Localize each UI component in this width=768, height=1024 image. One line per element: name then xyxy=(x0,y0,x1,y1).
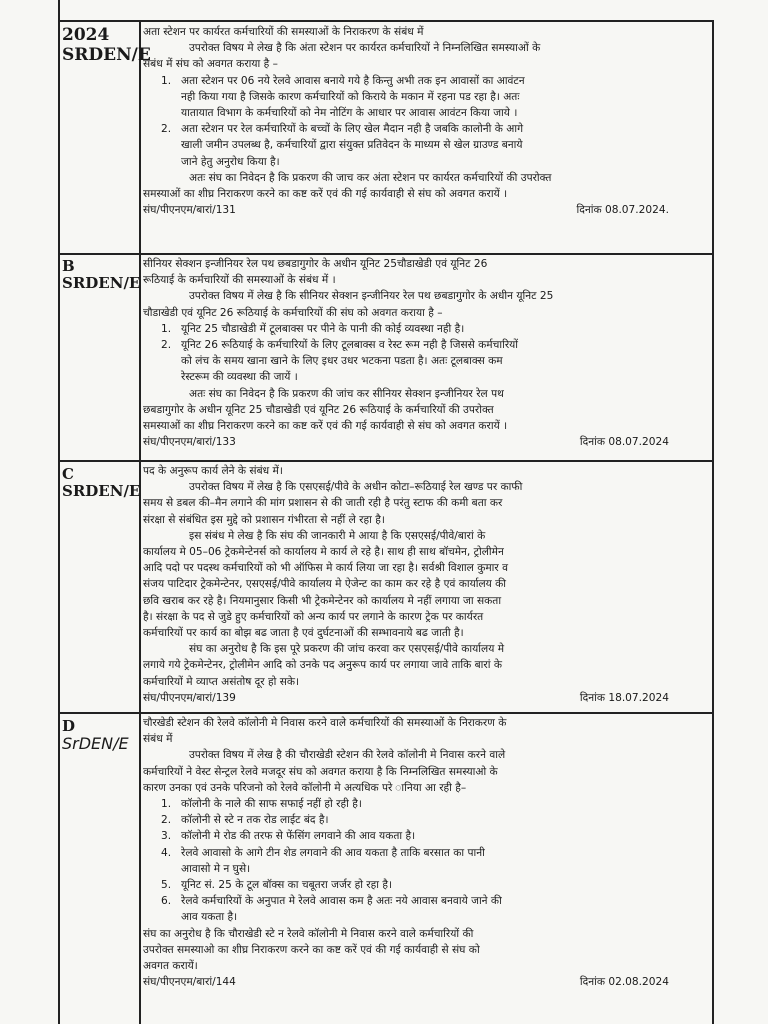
reference-line xyxy=(143,690,709,706)
line-text: संबंध में xyxy=(143,733,173,746)
list-number: 2. xyxy=(161,123,172,136)
paragraph-line xyxy=(143,657,709,673)
section-label xyxy=(62,466,140,501)
list-number: 3. xyxy=(161,830,172,843)
line-text: उपरोक्त विषय मे लेख है कि अंता स्टेशन पर कार्यरत कर्मचारियों ने निम्नलिखित समस्याओं के xyxy=(189,42,541,55)
list-item xyxy=(143,796,709,812)
section-label xyxy=(62,258,140,293)
line-text: उपरोक्त समस्याओ का शीघ्र निराकरण करने का कष्ट करें एवं की गई कार्यवाही से संघ को xyxy=(143,943,480,956)
column-divider xyxy=(139,20,141,1024)
line-text: उपरोक्त विषय में लेख है कि एसएसई/पीवे के अधीन कोटा–रूठियाई रेल खण्ड पर काफी xyxy=(189,481,523,494)
section-body xyxy=(143,24,709,218)
line-text: रेलवे आवासो के आगे टीन शेड लगवाने की आव यकता है ताकि बरसात का पानी xyxy=(181,846,485,859)
line-text: रेस्टरूम की व्यवस्था की जायें । xyxy=(181,371,298,384)
paragraph-line xyxy=(143,40,709,56)
paragraph-line xyxy=(143,780,709,796)
paragraph-line xyxy=(143,926,709,942)
paragraph-line xyxy=(143,747,709,763)
top-border xyxy=(58,20,713,22)
reference-line xyxy=(143,434,709,450)
reference-number: संघ/पीएनएम/बारां/139 xyxy=(143,691,236,704)
reference-line xyxy=(143,202,709,218)
list-item xyxy=(143,845,709,861)
list-item xyxy=(143,812,709,828)
paragraph-line xyxy=(143,674,709,690)
section-body xyxy=(143,463,709,706)
line-text: कॉलोनी से स्टे न तक रोड लाईट बंद है। xyxy=(181,814,329,827)
row-divider-c xyxy=(58,460,713,462)
paragraph-line xyxy=(143,288,709,304)
line-text: छबडागुगोर के अधीन यूनिट 25 चौडाखेडी एवं यूनिट 26 रूठियाई के कर्मचारियों की उपरोक्त xyxy=(143,403,494,416)
line-text: जाने हेतु अनुरोध किया है। xyxy=(181,155,280,168)
list-number: 2. xyxy=(161,814,172,827)
line-text: संरक्षा से संबंधित इस मुद्दे को प्रशासन गंभीरता से नहीं ले रहा है। xyxy=(143,513,385,526)
line-text: कॉलोनी मे रोड की तरफ से फेंसिंग लगवाने की आव यकता है। xyxy=(181,830,416,843)
list-item-continuation xyxy=(143,909,709,925)
line-text: यातायात विभाग के कर्मचारियों को नेम नोटिंग के आधार पर आवास आवंटन किया जाये । xyxy=(181,107,518,120)
section-body xyxy=(143,256,709,450)
paragraph-line xyxy=(143,170,709,186)
paragraph-line xyxy=(143,625,709,641)
paragraph-line xyxy=(143,942,709,958)
paragraph-line xyxy=(143,512,709,528)
reference-date: दिनांक 08.07.2024 xyxy=(579,436,669,449)
list-number: 1. xyxy=(161,322,172,335)
line-text: समस्याओं का शीघ्र निराकरण करने का कष्ट करें एवं की गई कार्यवाही से संघ को अवगत करायें । xyxy=(143,420,508,433)
line-text: रूठियाई के कर्मचारियों की समस्याओं के संबंध में । xyxy=(143,274,336,287)
paragraph-line xyxy=(143,479,709,495)
paragraph-line xyxy=(143,463,709,479)
section-label xyxy=(62,26,151,65)
line-text: उपरोक्त विषय में लेख है की चौराखेडी स्टेशन की रेलवे कॉलोनी मे निवास करने वाले xyxy=(189,749,506,762)
reference-date: दिनांक 08.07.2024. xyxy=(576,204,669,217)
reference-line xyxy=(143,974,709,990)
section-dept: SRDEN/E xyxy=(62,44,151,65)
line-text: यूनिट सं. 25 के टूल बॉक्स का चबूतरा जर्जर हो रहा है। xyxy=(181,879,393,892)
reference-number: संघ/पीएनएम/बारां/133 xyxy=(143,436,236,449)
list-item-continuation xyxy=(143,369,709,385)
line-text: कॉलोनी के नाले की साफ सफाई नहीं हो रही है। xyxy=(181,798,362,811)
list-item-continuation xyxy=(143,105,709,121)
line-text: समस्याओं का शीघ्र निराकरण करने का कष्ट करें एवं की गई कार्यवाही से संघ को अवगत करायें । xyxy=(143,188,508,201)
list-item-continuation xyxy=(143,353,709,369)
right-border xyxy=(712,20,714,1024)
list-item-continuation xyxy=(143,861,709,877)
paragraph-line xyxy=(143,305,709,321)
list-item xyxy=(143,828,709,844)
list-number: 1. xyxy=(161,74,172,87)
list-item xyxy=(143,321,709,337)
paragraph-line xyxy=(143,609,709,625)
paragraph-line xyxy=(143,715,709,731)
paragraph-line xyxy=(143,764,709,780)
list-item-continuation xyxy=(143,154,709,170)
line-text: रेलवे कर्मचारियों के अनुपात मे रेलवे आवास कम है अतः नये आवास बनवाये जाने की xyxy=(181,895,502,908)
line-text: कर्मचारियों पर कार्य का बोझ बढ जाता है एवं दुर्घटनाओं की सम्भावनाये बढ जाती है। xyxy=(143,627,464,640)
line-text: संजय पाटिदार ट्रेकमेन्टेनर, एसएसई/पीवे कार्यालय मे ऐजेन्ट का काम कर रहे है एवं कार्यालय की xyxy=(143,578,507,591)
line-text: यूनिट 25 चौडाखेडी में टूलबाक्स पर पीने के पानी की कोई व्यवस्था नही है। xyxy=(181,322,465,335)
left-column-border xyxy=(58,0,60,1024)
paragraph-line xyxy=(143,576,709,592)
paragraph-line xyxy=(143,256,709,272)
list-item xyxy=(143,121,709,137)
line-text: आदि पदो पर पदस्थ कर्मचारियों को भी ऑफिस मे कार्य लिया जा रहा है। सर्वश्री विशाल कुमार व xyxy=(143,562,509,575)
paragraph-line xyxy=(143,272,709,288)
list-item xyxy=(143,877,709,893)
paragraph-line xyxy=(143,186,709,202)
line-text: अता स्टेशन पर रेल कर्मचारियों के बच्चों के लिए खेल मैदान नही है जबकि कालोनी के आगे xyxy=(181,123,524,136)
section-code: B xyxy=(62,257,75,275)
line-text: अवगत करायें। xyxy=(143,960,198,973)
paragraph-line xyxy=(143,641,709,657)
line-text: उपरोक्त विषय में लेख है कि सीनियर सेक्शन इन्जीनियर रेल पथ छबडागुगोर के अधीन यूनिट 25 xyxy=(189,290,554,303)
paragraph-line xyxy=(143,731,709,747)
line-text: संघ का अनुरोध है कि इस पूरे प्रकरण की जांच करवा कर एसएसई/पीवे कार्यालय मे xyxy=(189,643,505,656)
section-code: 2024 xyxy=(62,25,110,45)
section-code: D xyxy=(62,717,76,735)
line-text: संबंध में संघ को अवगत कराया है – xyxy=(143,58,278,71)
list-item-continuation xyxy=(143,89,709,105)
section-body xyxy=(143,715,709,990)
reference-number: संघ/पीएनएम/बारां/131 xyxy=(143,204,236,217)
reference-date: दिनांक 18.07.2024 xyxy=(579,691,669,704)
line-text: आवासो मे न घुसे। xyxy=(181,862,251,875)
line-text: आव यकता है। xyxy=(181,911,238,924)
reference-number: संघ/पीएनएम/बारां/144 xyxy=(143,976,236,989)
list-number: 6. xyxy=(161,895,172,908)
list-number: 4. xyxy=(161,846,172,859)
list-item xyxy=(143,73,709,89)
line-text: संघ का अनुरोध है कि चौराखेडी स्टे न रेलवे कॉलोनी मे निवास करने वाले कर्मचारियों की xyxy=(143,927,474,940)
list-item-continuation xyxy=(143,137,709,153)
line-text: कारण उनका एवं उनके परिजनो को रेलवे कॉलोनी मे अत्यधिक परे ानिया आ रही है– xyxy=(143,781,467,794)
line-text: अतः संघ का निवेदन है कि प्रकरण की जाच कर अंता स्टेशन पर कार्यरत कर्मचारियों की उपरोक्त xyxy=(189,171,552,184)
line-text: चौडाखेडी एवं यूनिट 26 रूठियाई के कर्मचारियों की संघ को अवगत कराया है – xyxy=(143,306,443,319)
paragraph-line xyxy=(143,56,709,72)
line-text: है। संरक्षा के पद से जुडे हुए कर्मचारियों को अन्य कार्य पर लगाने के कारण ट्रेक पर कार्यरत xyxy=(143,610,484,623)
paragraph-line xyxy=(143,402,709,418)
list-number: 1. xyxy=(161,798,172,811)
reference-date: दिनांक 02.08.2024 xyxy=(579,976,669,989)
paragraph-line xyxy=(143,593,709,609)
section-label xyxy=(62,718,129,754)
line-text: समय से डबल की–मैन लगाने की मांग प्रशासन से की जाती रही है परंतु स्टाफ की कमी बता कर xyxy=(143,497,503,510)
list-item xyxy=(143,337,709,353)
line-text: कर्मचारियों मे व्याप्त असंतोष दूर हो सके। xyxy=(143,675,300,688)
paragraph-line xyxy=(143,24,709,40)
line-text: खाली जमीन उपलब्ध है, कर्मचारियों द्वारा संयुक्त प्रतिवेदन के माध्यम से खेल ग्राउण्ड बनाये xyxy=(181,139,523,152)
row-divider-b xyxy=(58,253,713,255)
paragraph-line xyxy=(143,528,709,544)
paragraph-line xyxy=(143,958,709,974)
line-text: लगाये गये ट्रेकमेन्टेनर, ट्रोलीमेन आदि को उनके पद अनुरूप कार्य पर लगाया जावे ताकि बारां के xyxy=(143,659,503,672)
list-number: 5. xyxy=(161,879,172,892)
line-text: अता स्टेशन पर 06 नये रेलवे आवास बनाये गये है किन्तु अभी तक इन आवासों का आवंटन xyxy=(181,74,525,87)
line-text: नही किया गया है जिसके कारण कर्मचारियों को किराये के मकान में रहना पड रहा है। अतः xyxy=(181,90,520,103)
line-text: यूनिट 26 रूठियाई के कर्मचारियों के लिए टूलबाक्स व रेस्ट रूम नही है जिससे कर्मचारियों xyxy=(181,339,519,352)
line-text: छवि खराब कर रहे है। नियमानुसार किसी भी ट्रेकमेन्टेनर को कार्यालय मे नहीं लगाया जा सकता xyxy=(143,594,502,607)
paragraph-line xyxy=(143,544,709,560)
line-text: चौरखेडी स्टेशन की रेलवे कॉलोनी मे निवास करने वाले कर्मचारियों की समस्याओं के निराकरण के xyxy=(143,717,507,729)
line-text: पद के अनुरूप कार्य लेने के संबंध में। xyxy=(143,465,283,477)
section-dept: SrDEN/E xyxy=(62,734,129,754)
section-dept: SRDEN/E xyxy=(62,482,141,501)
paragraph-line xyxy=(143,418,709,434)
line-text: अता स्टेशन पर कार्यरत कर्मचारियों की समस्याओं के निराकरण के संबंध में xyxy=(143,26,424,38)
line-text: कर्मचारियों ने वेस्ट सेन्ट्रल रेलवे मजदूर संघ को अवगत कराया है कि निम्नलिखित समस्याओ के xyxy=(143,765,498,778)
line-text: अतः संघ का निवेदन है कि प्रकरण की जांच कर सीनियर सेक्शन इन्जीनियर रेल पथ xyxy=(189,387,504,400)
section-dept: SRDEN/E xyxy=(62,274,141,293)
row-divider-d xyxy=(58,712,713,714)
paragraph-line xyxy=(143,386,709,402)
line-text: को लंच के समय खाना खाने के लिए इधर उधर भटकना पडता है। अतः टूलबाक्स कम xyxy=(181,355,503,368)
line-text: कार्यालय मे 05–06 ट्रेकमेन्टेनर्स को कार्यालय मे कार्य ले रहे है। साथ ही साथ बॉचमेन, ट्रोलीमेन xyxy=(143,546,504,559)
paragraph-line xyxy=(143,560,709,576)
list-number: 2. xyxy=(161,339,172,352)
line-text: सीनियर सेक्शन इन्जीनियर रेल पथ छबडागुगोर के अधीन यूनिट 25चौडाखेडी एवं यूनिट 26 xyxy=(143,258,488,270)
paragraph-line xyxy=(143,495,709,511)
line-text: इस संबंध मे लेख है कि संघ की जानकारी मे आया है कि एसएसई/पीवे/बारां के xyxy=(189,529,486,542)
section-code: C xyxy=(62,465,74,483)
list-item xyxy=(143,893,709,909)
